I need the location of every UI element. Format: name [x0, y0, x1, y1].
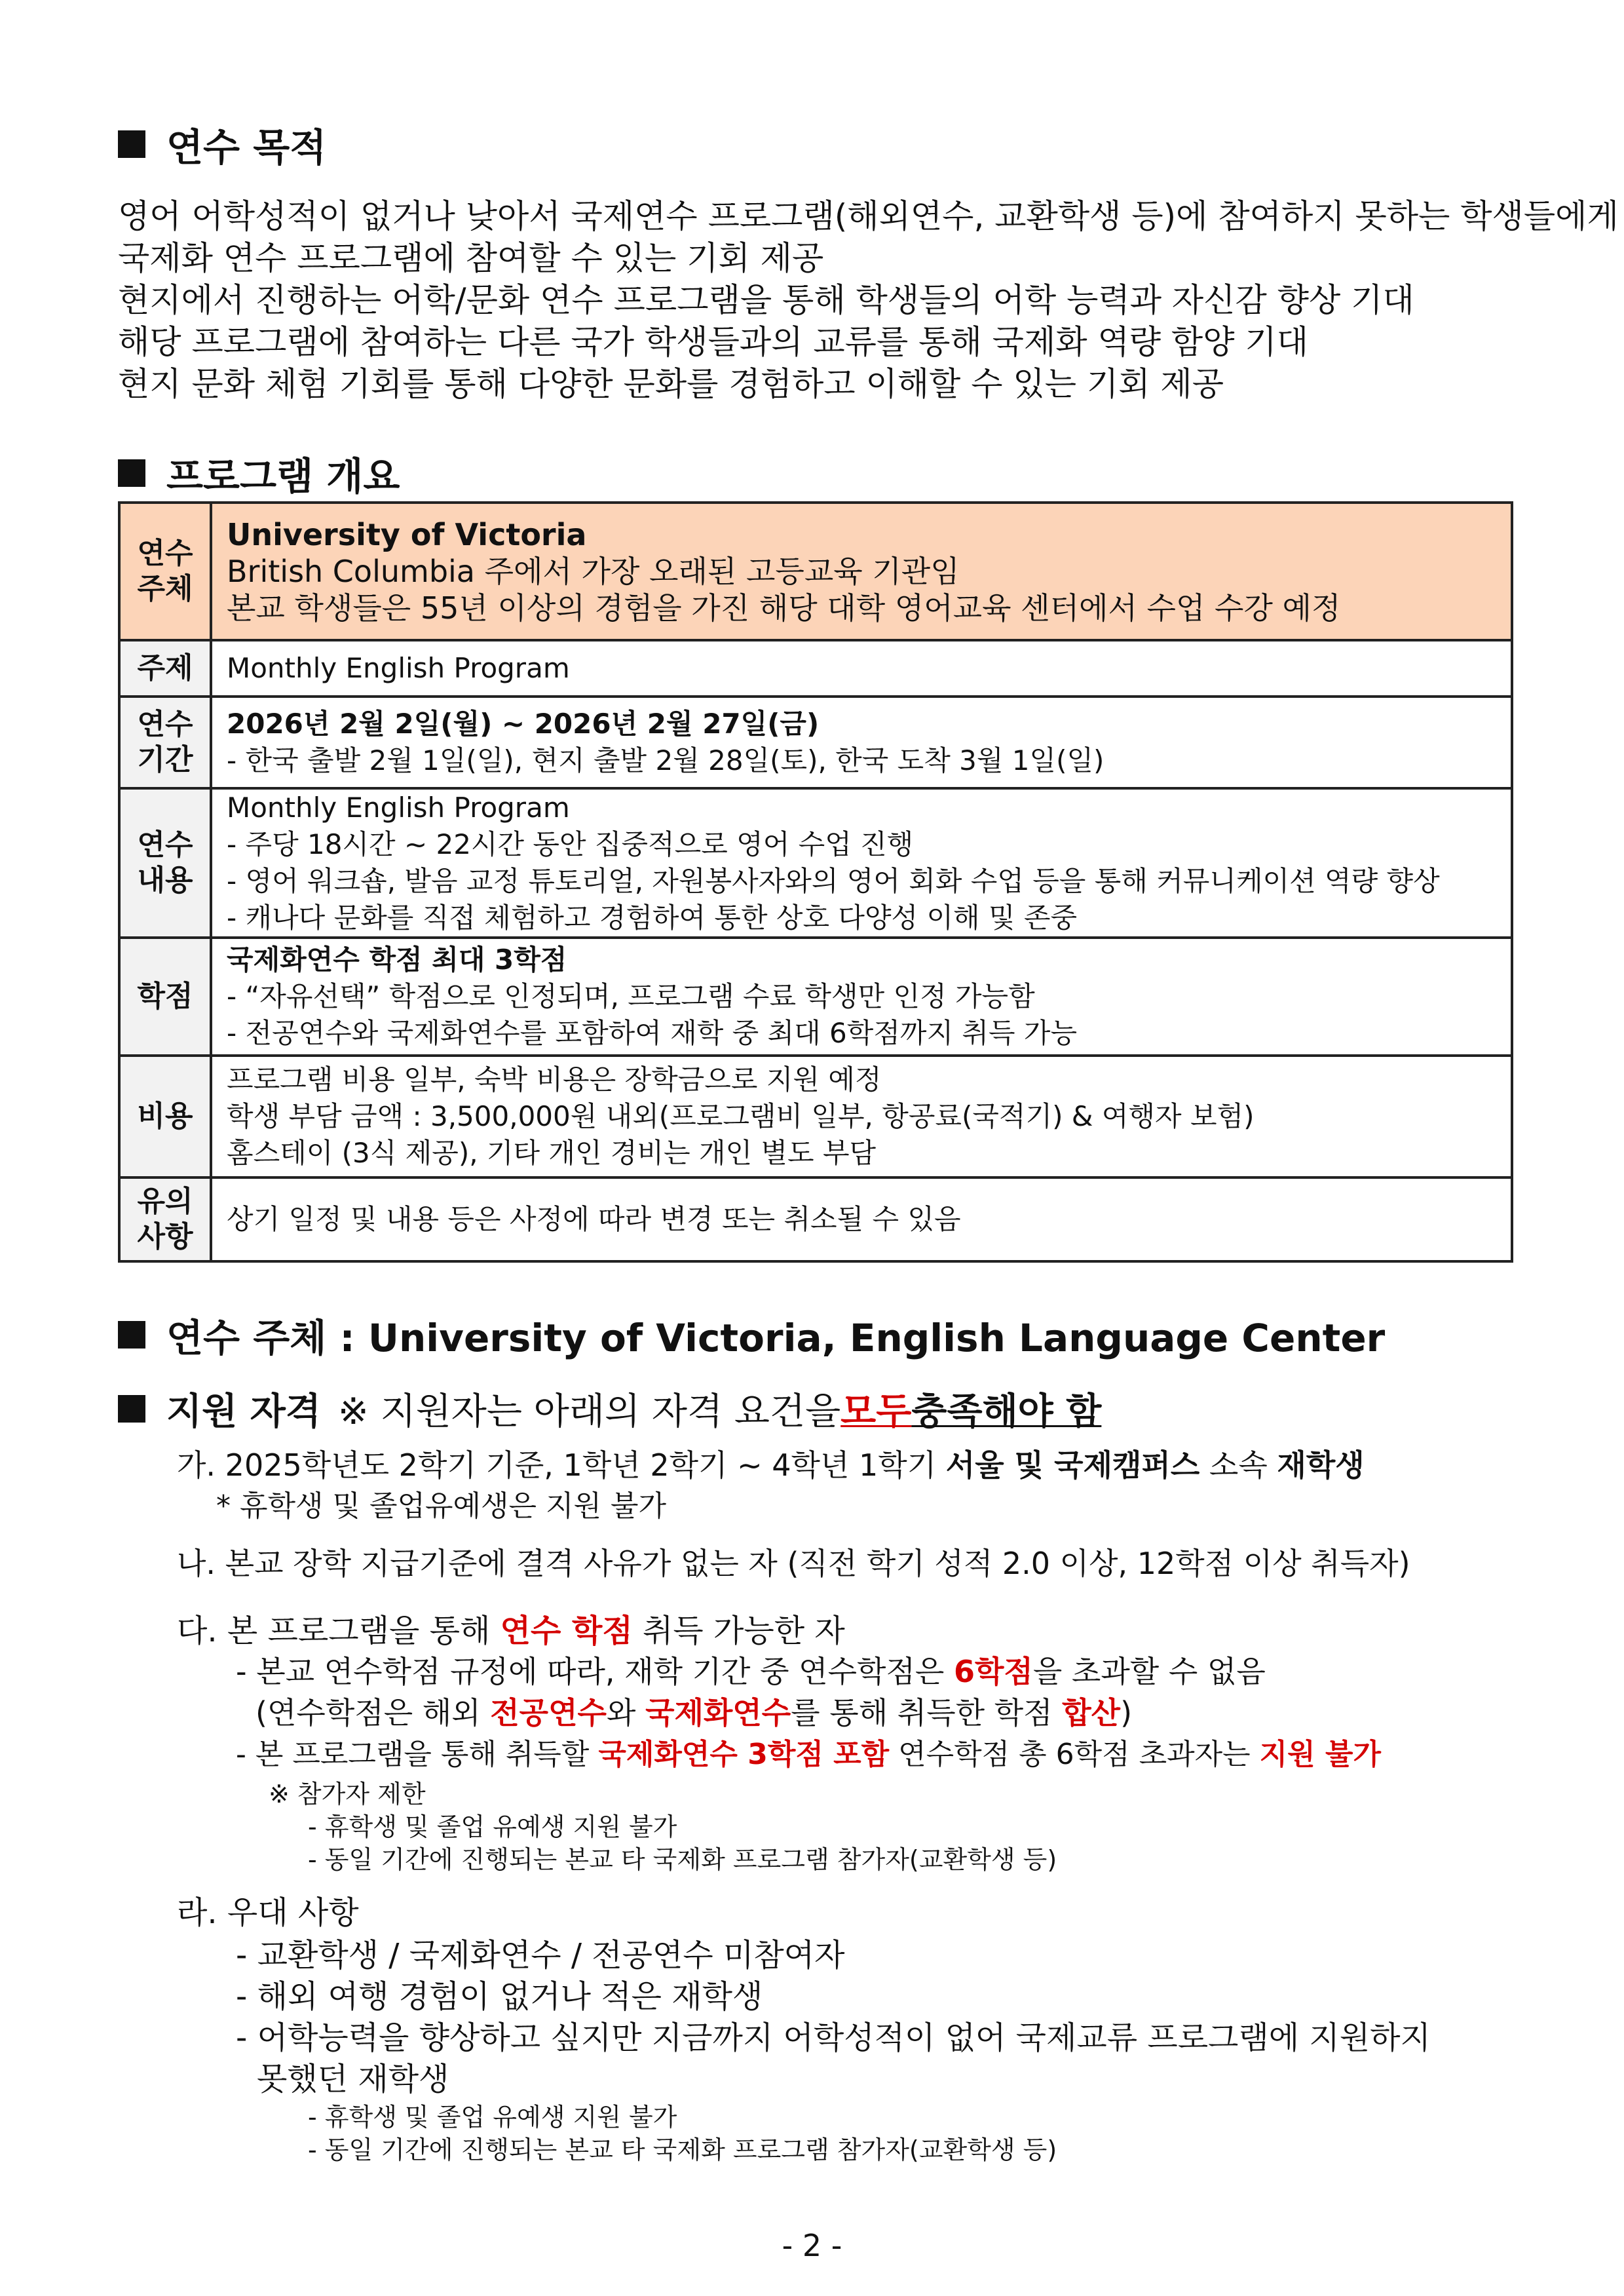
criterion-emphasis: 6학점 — [953, 1654, 1033, 1689]
restriction-note-item: - 휴학생 및 졸업 유예생 지원 불가 — [308, 1812, 677, 1841]
row-label-line1: 연수 — [137, 537, 193, 570]
row-label-line2: 사항 — [137, 1220, 193, 1253]
row-label-line2: 내용 — [137, 864, 193, 897]
purpose-line: 영어 어학성적이 없거나 낮아서 국제연수 프로그램(해외연수, 교환학생 등)에 참여하지 못하는 학생들에게 — [118, 197, 1619, 235]
row-label — [119, 788, 211, 938]
criterion-text: 와 — [607, 1695, 646, 1731]
cell-line: 상기 일정 및 내용 등은 사정에 따라 변경 또는 취소될 수 있음 — [227, 1203, 961, 1235]
criterion-ra: 라. 우대 사항 — [177, 1894, 359, 1931]
row-value — [211, 503, 1512, 640]
restriction-note-item: - 동일 기간에 진행되는 본교 타 국제화 프로그램 참가자(교환학생 등) — [308, 2135, 1057, 2164]
row-value — [211, 938, 1512, 1056]
criterion-da-sub3 — [236, 1731, 1381, 1772]
cell-line: Monthly English Program — [227, 652, 570, 684]
criterion-ga-note: * 휴학생 및 졸업유예생은 지원 불가 — [216, 1489, 666, 1523]
page-number: - 2 - — [782, 2228, 842, 2263]
row-label-text: 주제 — [137, 651, 193, 685]
criterion-text: 연수학점 총 6학점 초과자는 — [889, 1738, 1260, 1771]
criterion-text: 소속 — [1199, 1447, 1277, 1483]
row-label — [119, 503, 211, 640]
preference-item: - 어학능력을 향상하고 싶지만 지금까지 어학성적이 없어 국제교류 프로그램에 지원하지 — [236, 2019, 1431, 2056]
square-bullet-icon — [118, 1395, 145, 1423]
program-overview-table — [118, 501, 1513, 1263]
cell-line: University of Victoria — [227, 517, 587, 552]
eligibility-note-emphasis: 모두 — [840, 1390, 912, 1433]
criterion-emphasis: 합산 — [1062, 1695, 1121, 1731]
cell-line: - 전공연수와 국제화연수를 포함하여 재학 중 최대 6학점까지 취득 가능 — [227, 1017, 1078, 1049]
criterion-text: 를 통해 취득한 학점 — [791, 1695, 1063, 1731]
preference-item: - 해외 여행 경험이 없거나 적은 재학생 — [236, 1978, 763, 2015]
cell-line: 프로그램 비용 일부, 숙박 비용은 장학금으로 지원 예정 — [227, 1063, 882, 1096]
cell-line: - 영어 워크숍, 발음 교정 튜토리얼, 자원봉사자와의 영어 회화 수업 등을 통해 커뮤니케이션 역량 향상 — [227, 865, 1440, 897]
criterion-emphasis: 국제화연수 3학점 포함 — [598, 1738, 890, 1771]
criterion-text: - 본 프로그램을 통해 취득할 — [236, 1738, 599, 1771]
criterion-ga — [177, 1442, 1365, 1485]
cell-line: 2026년 2월 2일(월) ~ 2026년 2월 27일(금) — [227, 708, 820, 740]
cell-line: 본교 학생들은 55년 이상의 경험을 가진 해당 대학 영어교육 센터에서 수업 수강 예정 — [227, 590, 1341, 626]
purpose-heading — [118, 117, 326, 172]
purpose-line: 국제화 연수 프로그램에 참여할 수 있는 기회 제공 — [118, 239, 824, 277]
table-row-period — [119, 697, 1512, 788]
criterion-da-sub1 — [236, 1648, 1266, 1691]
overview-heading — [118, 446, 400, 501]
criterion-emphasis: 재학생 — [1277, 1447, 1365, 1483]
row-label-line1: 유의 — [137, 1185, 193, 1218]
cell-line: Monthly English Program — [227, 792, 570, 824]
square-bullet-icon — [118, 1321, 145, 1349]
row-value — [211, 788, 1512, 938]
host-title: 연수 주체 : University of Victoria, English Language Center — [166, 1316, 1386, 1360]
cell-line: - 캐나다 문화를 직접 체험하고 경험하여 통한 상호 다양성 이해 및 존중 — [227, 902, 1078, 934]
criterion-emphasis: 지원 불가 — [1259, 1738, 1381, 1771]
preference-item-cont: 못했던 재학생 — [257, 2061, 449, 2097]
criterion-text: (연수학점은 해외 — [255, 1695, 491, 1731]
eligibility-note-prefix: ※ 지원자는 아래의 자격 요건을 — [337, 1390, 841, 1433]
table-row-cost — [119, 1056, 1512, 1177]
table-row-topic — [119, 640, 1512, 697]
row-label — [119, 697, 211, 788]
row-label — [119, 640, 211, 697]
purpose-body — [118, 195, 1619, 405]
row-label-line1: 연수 — [137, 828, 193, 862]
eligibility-note-suffix: 충족해야 함 — [911, 1390, 1102, 1433]
table-row-credit — [119, 938, 1512, 1056]
table-row-notice — [119, 1177, 1512, 1261]
square-bullet-icon — [118, 130, 145, 158]
purpose-line: 해당 프로그램에 참여하는 다른 국가 학생들과의 교류를 통해 국제화 역량 함양 기대 — [118, 323, 1309, 361]
purpose-line: 현지 문화 체험 기회를 통해 다양한 문화를 경험하고 이해할 수 있는 기회 제공 — [118, 365, 1224, 403]
host-heading — [118, 1307, 1385, 1362]
row-label-line1: 연수 — [137, 708, 193, 741]
row-label-line2: 기간 — [137, 743, 193, 776]
row-value — [211, 697, 1512, 788]
eligibility-heading — [118, 1383, 1101, 1435]
restriction-note-title: ※ 참가자 제한 — [269, 1780, 426, 1808]
cell-line: 국제화연수 학점 최대 3학점 — [227, 944, 567, 976]
overview-title: 프로그램 개요 — [166, 454, 400, 499]
criterion-da — [177, 1605, 845, 1651]
cell-line: - 주당 18시간 ~ 22시간 동안 집중적으로 영어 수업 진행 — [227, 828, 914, 860]
restriction-note-item: - 휴학생 및 졸업 유예생 지원 불가 — [308, 2103, 677, 2132]
row-label — [119, 938, 211, 1056]
cell-line: British Columbia 주에서 가장 오래된 고등교육 기관임 — [227, 554, 960, 589]
row-label — [119, 1056, 211, 1177]
criterion-text: 가. 2025학년도 2학기 기준, 1학년 2학기 ~ 4학년 1학기 — [177, 1447, 946, 1483]
criterion-na: 나. 본교 장학 지급기준에 결격 사유가 없는 자 (직전 학기 성적 2.0 이상, 12학점 이상 취득자) — [177, 1546, 1410, 1581]
preference-item: - 교환학생 / 국제화연수 / 전공연수 미참여자 — [236, 1937, 845, 1974]
criterion-text: ) — [1120, 1695, 1133, 1731]
table-row-content — [119, 788, 1512, 938]
purpose-line: 현지에서 진행하는 어학/문화 연수 프로그램을 통해 학생들의 어학 능력과 자신감 향상 기대 — [118, 281, 1414, 319]
criterion-text: 다. 본 프로그램을 통해 — [177, 1613, 500, 1649]
square-bullet-icon — [118, 459, 145, 487]
row-value — [211, 640, 1512, 697]
criterion-emphasis: 국제화연수 — [645, 1695, 791, 1731]
table-row-host — [119, 503, 1512, 640]
row-value — [211, 1056, 1512, 1177]
cell-line: 학생 부담 금액 : 3,500,000원 내외(프로그램비 일부, 항공료(국적기) & 여행자 보험) — [227, 1100, 1255, 1132]
row-label-text: 학점 — [137, 980, 193, 1013]
criterion-text: - 본교 연수학점 규정에 따라, 재학 기간 중 연수학점은 — [236, 1654, 954, 1689]
row-label-line2: 주체 — [137, 572, 193, 605]
row-value — [211, 1177, 1512, 1261]
eligibility-title: 지원 자격 — [166, 1390, 321, 1433]
cell-line: 홈스테이 (3식 제공), 기타 개인 경비는 개인 별도 부담 — [227, 1137, 877, 1169]
row-label — [119, 1177, 211, 1261]
criterion-emphasis: 전공연수 — [490, 1695, 607, 1731]
criterion-text: 취득 가능한 자 — [632, 1613, 845, 1649]
criterion-text: 을 초과할 수 없음 — [1032, 1654, 1266, 1689]
restriction-note-item: - 동일 기간에 진행되는 본교 타 국제화 프로그램 참가자(교환학생 등) — [308, 1845, 1057, 1874]
cell-line: - “자유선택” 학점으로 인정되며, 프로그램 수료 학생만 인정 가능함 — [227, 980, 1035, 1012]
criterion-emphasis: 연수 학점 — [500, 1613, 633, 1649]
purpose-title: 연수 목적 — [166, 125, 327, 170]
criterion-da-sub2 — [255, 1689, 1132, 1732]
cell-line: - 한국 출발 2월 1일(일), 현지 출발 2월 28일(토), 한국 도착 3월 1일(일) — [227, 744, 1105, 776]
criterion-emphasis: 서울 및 국제캠퍼스 — [945, 1447, 1200, 1483]
row-label-text: 비용 — [137, 1100, 193, 1133]
